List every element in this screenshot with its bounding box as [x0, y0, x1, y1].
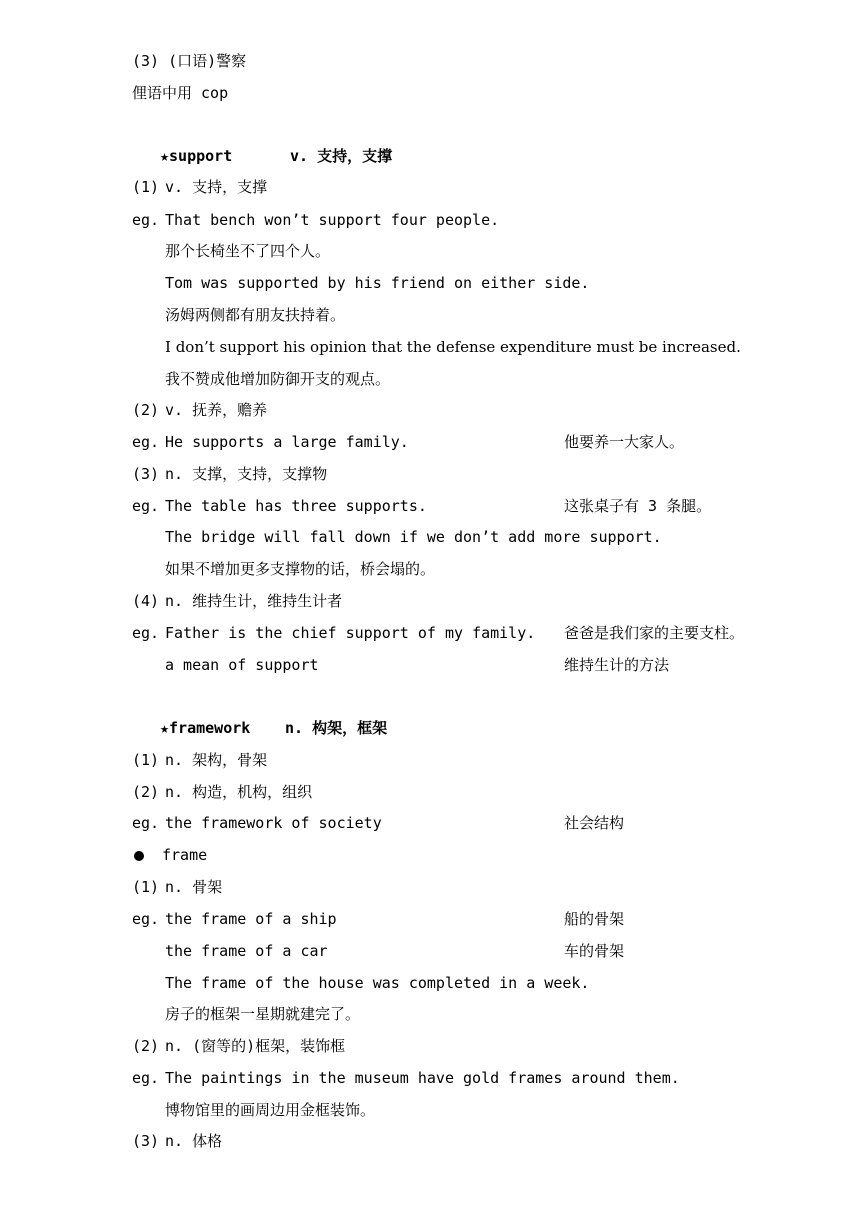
example-translation: 爸爸是我们家的主要支柱。 — [564, 624, 745, 642]
sense-line: (2) v. 抚养，赡养 — [132, 401, 268, 419]
sense-line: (3) n. 支撑，支持，支撑物 — [132, 465, 328, 483]
example-line: eg. Father is the chief support of my family. 爸爸是我们家的主要支柱。 — [132, 620, 832, 646]
example-line: eg. the framework of society 社会结构 — [132, 810, 832, 836]
headword: ★support — [160, 147, 233, 165]
example-translation: 他要养一大家人。 — [564, 433, 685, 451]
example-translation: 船的骨架 — [564, 910, 625, 928]
example-translation: 博物馆里的画周边用金框装饰。 — [165, 1101, 376, 1119]
example-translation: 我不赞成他增加防御开支的观点。 — [165, 370, 391, 388]
example-line: a mean of support 维持生计的方法 — [165, 652, 765, 678]
example-line: eg. The paintings in the museum have gold frames around them. — [132, 1069, 680, 1087]
entry-heading-support — [160, 143, 393, 169]
example-line: eg. the frame of a ship 船的骨架 — [132, 906, 832, 932]
bullet-icon — [134, 851, 144, 861]
example-line: Tom was supported by his friend on either side. — [165, 274, 590, 292]
sense-line: (4) n. 维持生计，维持生计者 — [132, 592, 343, 610]
example-translation: 那个长椅坐不了四个人。 — [165, 242, 331, 260]
headword: ★framework — [160, 719, 251, 737]
example-line: eg. That bench won’t support four people. — [132, 211, 500, 229]
example-line: eg. He supports a large family. 他要养一大家人。 — [132, 429, 832, 455]
entry-heading-framework — [160, 715, 388, 741]
sense-line: (3) n. 体格 — [132, 1132, 223, 1150]
example-line: I don’t support his opinion that the defense expenditure must be increased. — [165, 338, 741, 356]
headword: frame — [162, 846, 208, 864]
example-line: The frame of the house was completed in a week. — [165, 974, 590, 992]
subentry-heading-frame — [132, 842, 207, 868]
example-translation: 房子的框架一星期就建完了。 — [165, 1005, 361, 1023]
example-line: eg. The table has three supports. 这张桌子有 3 条腿。 — [132, 493, 832, 519]
example-translation: 社会结构 — [564, 814, 625, 832]
example-line: The bridge will fall down if we don’t add more support. — [165, 528, 662, 546]
sense-line: (1) n. 骨架 — [132, 878, 223, 896]
sense-line: (1) n. 架构，骨架 — [132, 751, 268, 769]
example-translation: 汤姆两侧都有朋友扶持着。 — [165, 306, 346, 324]
example-line: the frame of a car 车的骨架 — [165, 938, 765, 964]
example-translation: 车的骨架 — [564, 942, 625, 960]
sense-line: (1) v. 支持，支撑 — [132, 178, 268, 196]
part-of-speech: n. 构架，框架 — [285, 719, 388, 737]
example-translation: 如果不增加更多支撑物的话，桥会塌的。 — [165, 560, 436, 578]
note-line: 俚语中用 cop — [132, 84, 229, 102]
example-translation: 维持生计的方法 — [564, 656, 670, 674]
part-of-speech: v. 支持，支撑 — [290, 147, 393, 165]
sense-line: (2) n. (窗等的)框架，装饰框 — [132, 1037, 346, 1055]
sense-line: (3) (口语)警察 — [132, 52, 247, 70]
example-translation: 这张桌子有 3 条腿。 — [564, 497, 712, 515]
sense-line: (2) n. 构造，机构，组织 — [132, 783, 313, 801]
